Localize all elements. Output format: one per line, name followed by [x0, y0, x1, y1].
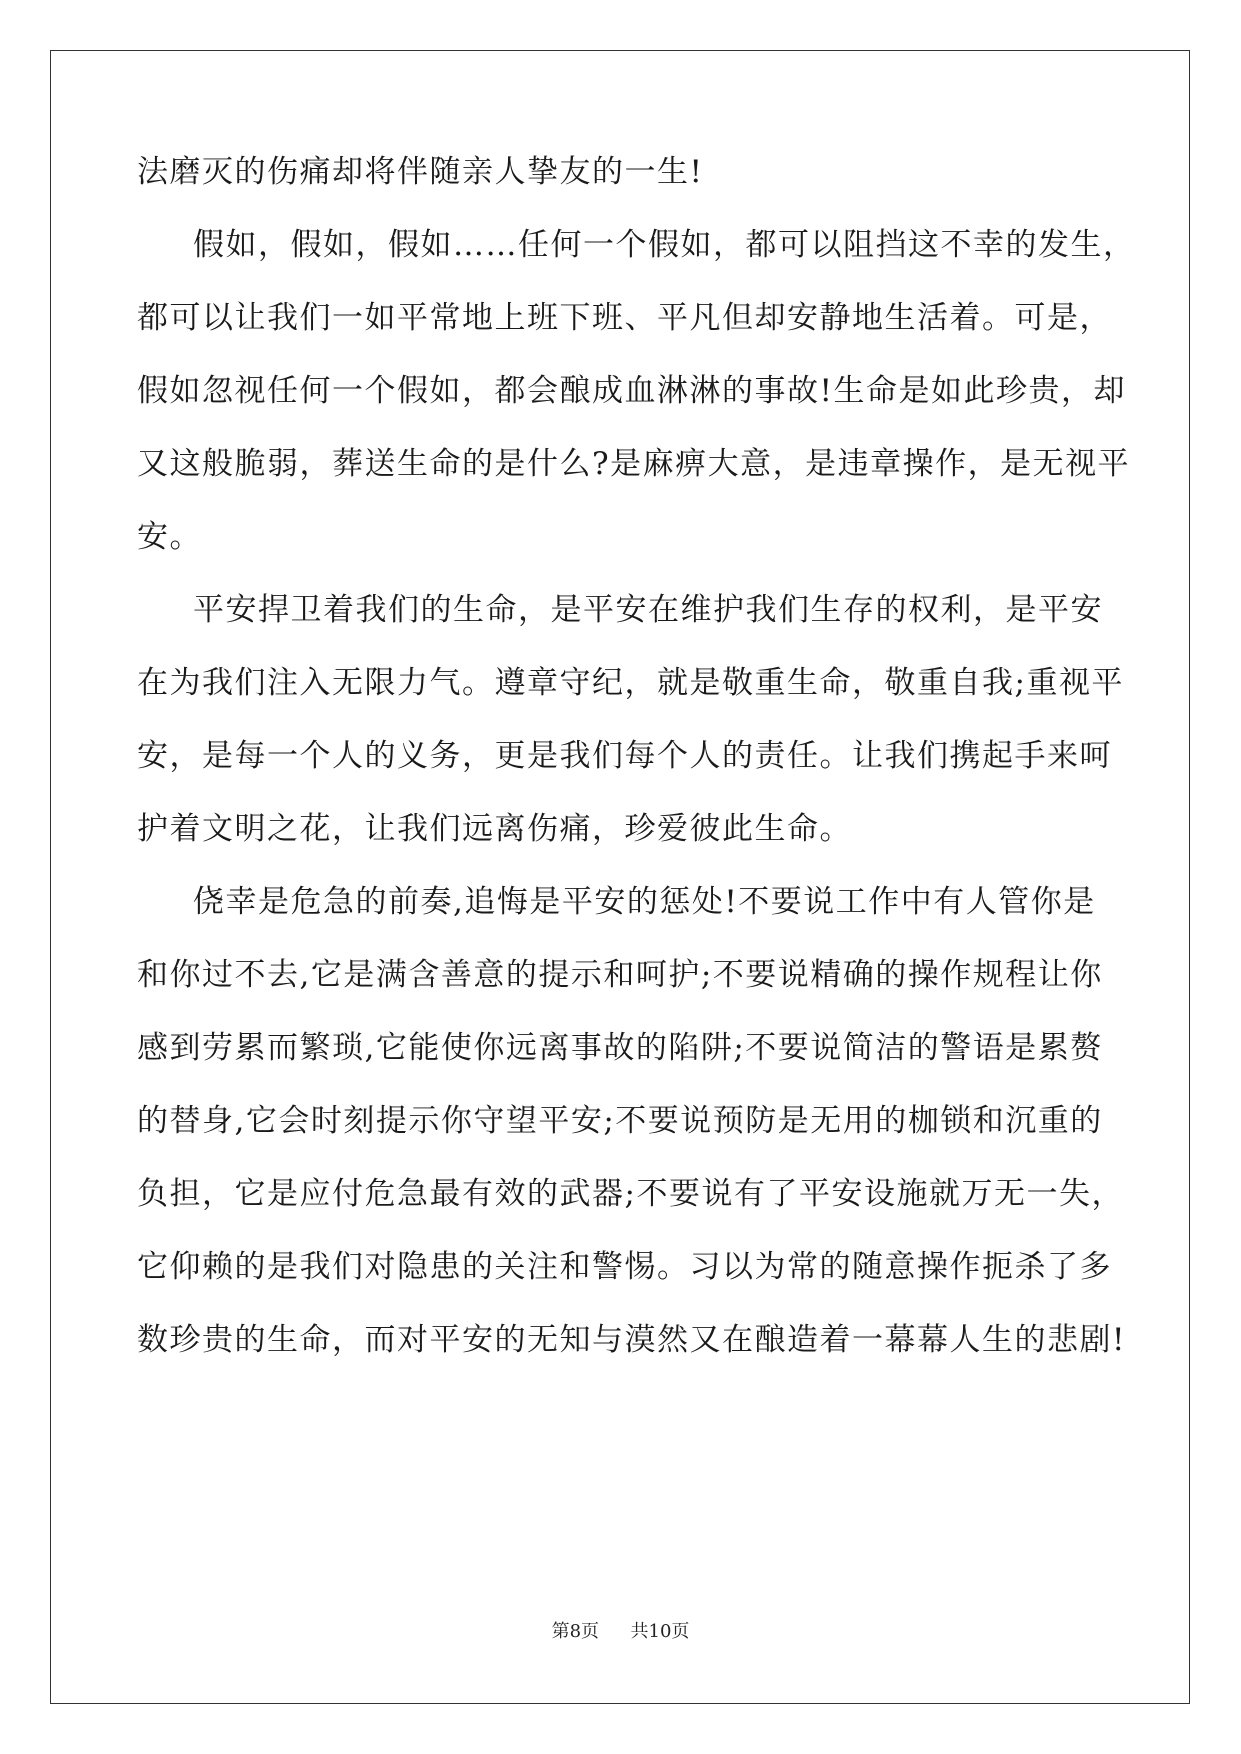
text-line: 都可以让我们一如平常地上班下班、平凡但却安静地生活着。可是，: [137, 300, 1112, 336]
text-line: 又这般脆弱，葬送生命的是什么?是麻痹大意，是违章操作，是无视平: [137, 446, 1131, 482]
paragraph-start-line: 平安捍卫着我们的生命，是平安在维护我们生存的权利，是平安: [193, 592, 1103, 628]
text-line: 假如忽视任何一个假如，都会酿成血淋淋的事故!生命是如此珍贵，却: [137, 373, 1126, 409]
text-line: 安，是每一个人的义务，更是我们每个人的责任。让我们携起手来呵: [137, 738, 1112, 774]
text-line: 负担，它是应付危急最有效的武器;不要说有了平安设施就万无一失，: [137, 1176, 1124, 1212]
text-line: 安。: [137, 519, 202, 555]
text-line: 的替身,它会时刻提示你守望平安;不要说预防是无用的枷锁和沉重的: [137, 1103, 1103, 1139]
text-line: 感到劳累而繁琐,它能使你远离事故的陷阱;不要说简洁的警语是累赘: [137, 1030, 1103, 1066]
text-line: 护着文明之花，让我们远离伤痛，珍爱彼此生命。: [137, 811, 852, 847]
page-number: 第8页: [551, 1621, 600, 1642]
page-footer: [0, 1617, 1241, 1643]
text-line: 法磨灭的伤痛却将伴随亲人挚友的一生!: [137, 154, 704, 190]
paragraph-start-line: 侥幸是危急的前奏,追悔是平安的惩处!不要说工作中有人管你是: [193, 884, 1096, 920]
text-line: 在为我们注入无限力气。遵章守纪，就是敬重生命，敬重自我;重视平: [137, 665, 1124, 701]
text-line: 数珍贵的生命，而对平安的无知与漠然又在酿造着一幕幕人生的悲剧!: [137, 1322, 1126, 1358]
text-line: 和你过不去,它是满含善意的提示和呵护;不要说精确的操作规程让你: [137, 957, 1103, 993]
paragraph-start-line: 假如，假如，假如……任何一个假如，都可以阻挡这不幸的发生，: [193, 227, 1136, 263]
text-line: 它仰赖的是我们对隐患的关注和警惕。习以为常的随意操作扼杀了多: [137, 1249, 1112, 1285]
page-total: 共10页: [630, 1621, 690, 1642]
